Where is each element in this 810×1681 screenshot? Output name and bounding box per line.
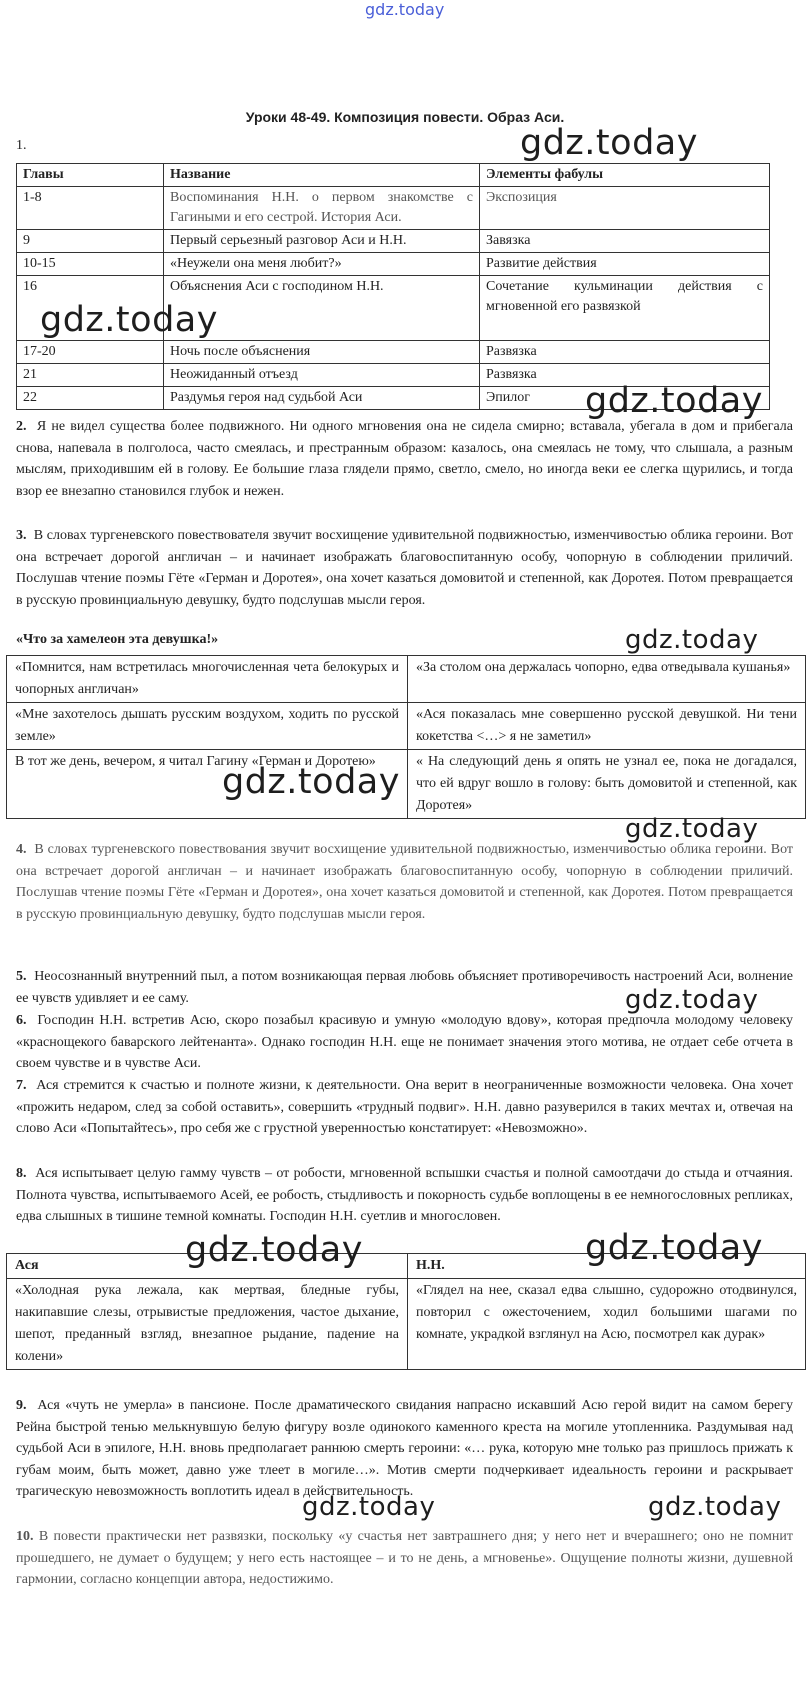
table-row bbox=[17, 230, 770, 253]
header-watermark: gdz.today bbox=[365, 0, 445, 19]
q4-paragraph bbox=[16, 839, 793, 925]
table-row bbox=[7, 750, 806, 819]
q6-text: Господин Н.Н. встретив Асю, скоро позабыл красивую и умную «молодую вдову», которая предпочла молодому человеку «краснощекого баварского лейтенанта». Однако господин Н.Н. еще не понимает значения этого мотива, не отдает себе отчета в своем чувстве и в чувстве Аси. bbox=[16, 1013, 793, 1072]
table-cell: «Неужели она меня любит?» bbox=[164, 253, 480, 276]
q8-number: 8. bbox=[16, 1166, 27, 1181]
q6-number: 6. bbox=[16, 1013, 27, 1028]
watermark: gdz.today bbox=[585, 381, 763, 421]
table-cell: Развязка bbox=[480, 341, 770, 364]
table-header-row bbox=[17, 164, 770, 187]
q3-paragraph bbox=[16, 525, 793, 611]
table-cell: Неожиданный отъезд bbox=[164, 364, 480, 387]
table-cell: «За столом она держалась чопорно, едва отведывала кушанья» bbox=[408, 656, 806, 703]
table-cell: «Ася показалась мне совершенно русской девушкой. Ни тени кокетства <…> я не заметил» bbox=[408, 703, 806, 750]
table-cell: 17-20 bbox=[17, 341, 164, 364]
table-cell: Ночь после объяснения bbox=[164, 341, 480, 364]
q7-paragraph bbox=[16, 1075, 793, 1140]
q3-text: В словах тургеневского повествователя звучит восхищение удивительной подвижностью, изменчивостью облика героини. Вот она встречает дорогой англичан – и начинает изображать благовоспитанную особу, чопорную в соблюдении приличий. Послушав чтение поэмы Гёте «Герман и Доротея», она хочет казаться домовитой и степенной, как Доротея. Потом превращается в русскую провинциальную девушку, будто подслушав мысли героя. bbox=[16, 528, 793, 608]
table-cell: Сочетание кульминации действия с мгновенной его развязкой bbox=[480, 276, 770, 341]
table-row bbox=[17, 187, 770, 230]
table-cell: Воспоминания Н.Н. о первом знакомстве с Гагиными и его сестрой. История Аси. bbox=[164, 187, 480, 230]
watermark: gdz.today bbox=[648, 1492, 782, 1522]
table-cell: Завязка bbox=[480, 230, 770, 253]
table-cell: В тот же день, вечером, я читал Гагину «Герман и Доротею» bbox=[7, 750, 408, 819]
watermark: gdz.today bbox=[222, 762, 400, 802]
q9-text: Ася «чуть не умерла» в пансионе. После драматического свидания напрасно искавший Асю герой видит на самом берегу Рейна быстрой тенью мелькнувшую белую фигуру возле одинокого каменного креста на могиле утопленника. Раздумывая над судьбой Аси в эпилоге, Н.Н. вновь предполагает раннюю смерть героини: «… рука, которую мне только раз пришлось прижать к губам моим, быть может, давно уже тлеет в могиле…». Мотив смерти подчеркивает идеальность героини и раскрывает трагическую невозможность воплотить идеал в действительность. bbox=[16, 1398, 794, 1500]
q9-number: 9. bbox=[16, 1398, 27, 1413]
watermark: gdz.today bbox=[625, 985, 759, 1015]
header-chapters: Главы bbox=[17, 164, 164, 187]
q2-text: Я не видел существа более подвижного. Ни одного мгновения она не сидела смирно; вставала, убегала в дом и прибегала снова, напевала в полголоса, часто смеялась, и престранным образом: казалось, она смеялась не тому, что слышала, а разным мыслям, приходившим ей в голову. Ее большие глаза глядели прямо, светло, смело, но иногда веки ее слегка щурились, и тогда взор ее внезапно становился глубок и нежен. bbox=[16, 419, 793, 499]
table-cell: Эпилог bbox=[480, 387, 770, 410]
q10-paragraph bbox=[16, 1526, 793, 1591]
table-cell: Экспозиция bbox=[480, 187, 770, 230]
q7-number: 7. bbox=[16, 1078, 27, 1093]
page-title: Уроки 48-49. Композиция повести. Образ Аси. bbox=[245, 109, 565, 125]
table-cell: «Мне захотелось дышать русским воздухом, ходить по русской земле» bbox=[7, 703, 408, 750]
watermark: gdz.today bbox=[625, 814, 759, 844]
q2-number: 2. bbox=[16, 419, 27, 434]
q2-paragraph bbox=[16, 416, 793, 502]
header-nn: Н.Н. bbox=[408, 1254, 806, 1279]
q8-paragraph bbox=[16, 1163, 793, 1228]
q8-text: Ася испытывает целую гамму чувств – от робости, мгновенной вспышки счастья и полной самоотдачи до стыда и отчаяния. Полнота чувства, испытываемого Асей, ее робость, стыдливость и покорность судьбе воплощены в ее немногословных репликах, едва слышных в тишине темной комнаты. Господин Н.Н. суетлив и многословен. bbox=[16, 1166, 794, 1225]
table-cell: «Холодная рука лежала, как мертвая, бледные губы, накипавшие слезы, отрывистые предложения, частое дыхание, шепот, преданный взгляд, внезапное рыдание, падение на колени» bbox=[7, 1279, 408, 1370]
q8-table bbox=[6, 1253, 806, 1370]
table-cell: 22 bbox=[17, 387, 164, 410]
table-cell: Первый серьезный разговор Аси и Н.Н. bbox=[164, 230, 480, 253]
watermark: gdz.today bbox=[302, 1492, 436, 1522]
table-cell: 9 bbox=[17, 230, 164, 253]
q6-paragraph bbox=[16, 1010, 793, 1075]
q5-number: 5. bbox=[16, 969, 27, 984]
table-row bbox=[7, 703, 806, 750]
q3-subtitle: «Что за хамелеон эта девушка!» bbox=[16, 632, 219, 647]
q5-text: Неосознанный внутренний пыл, а потом возникающая первая любовь объясняет противоречивость настроений Аси, волнение ее чувств удивляет и ее саму. bbox=[16, 969, 793, 1006]
q4-text: В словах тургеневского повествования звучит восхищение удивительной подвижностью, изменчивостью облика героини. Вот она встречает дорогой англичан – и начинает изображать благовоспитанную особу, чопорную в соблюдении приличий. Послушав чтение поэмы Гёте «Герман и Доротея», она хочет казаться домовитой и степенной, как Доротея. Потом превращается в русскую провинциальную девушку, будто подслушав мысли героя. bbox=[16, 842, 794, 922]
q1-number: 1. bbox=[16, 138, 27, 153]
table-cell: Развязка bbox=[480, 364, 770, 387]
q10-text: В повести практически нет развязки, поскольку «у счастья нет завтрашнего дня; у него нет и вчерашнего; оно не помнит прошедшего, не думает о будущем; у него есть настоящее – и то не день, а мгновенье». Ощущение полноты жизни, душевной гармонии, согласно концепции автора, недостижимо. bbox=[16, 1529, 794, 1588]
watermark: gdz.today bbox=[185, 1230, 363, 1270]
table-row bbox=[7, 1279, 806, 1370]
table-cell: « На следующий день я опять не узнал ее, пока не догадался, что ей вдруг вошло в голову: быть домовитой и степенной, как Доротея» bbox=[408, 750, 806, 819]
q3-table bbox=[6, 655, 806, 819]
q10-number: 10. bbox=[16, 1529, 34, 1544]
table-row bbox=[17, 341, 770, 364]
table-cell: «Помнится, нам встретилась многочисленная чета белокурых и чопорных англичан» bbox=[7, 656, 408, 703]
q1-table bbox=[16, 163, 770, 410]
q4-number: 4. bbox=[16, 842, 27, 857]
table-cell: 10-15 bbox=[17, 253, 164, 276]
table-cell: Развитие действия bbox=[480, 253, 770, 276]
table-cell: 21 bbox=[17, 364, 164, 387]
watermark: gdz.today bbox=[585, 1228, 763, 1268]
table-cell: 16 bbox=[17, 276, 164, 341]
q3-number: 3. bbox=[16, 528, 27, 543]
watermark: gdz.today bbox=[625, 625, 759, 655]
header-name: Название bbox=[164, 164, 480, 187]
watermark: gdz.today bbox=[520, 123, 698, 163]
table-cell: Раздумья героя над судьбой Аси bbox=[164, 387, 480, 410]
header-elements: Элементы фабулы bbox=[480, 164, 770, 187]
table-row bbox=[7, 656, 806, 703]
table-cell: Объяснения Аси с господином Н.Н. bbox=[164, 276, 480, 341]
watermark: gdz.today bbox=[40, 300, 218, 340]
table-row bbox=[17, 253, 770, 276]
table-cell: «Глядел на нее, сказал едва слышно, судорожно отодвинулся, повторил с ожесточением, ходил большими шагами по комнате, украдкой взглянул на Асю, посмотрел как дурак» bbox=[408, 1279, 806, 1370]
q9-paragraph bbox=[16, 1395, 793, 1503]
q7-text: Ася стремится к счастью и полноте жизни, к деятельности. Она верит в неограниченные возможности человека. Она хочет «прожить недаром, след за собой оставить», совершить «трудный подвиг». Н.Н. давно разуверился в таких мечтах и, отвечая на слово Аси «Попытайтесь», про себя же с грустной уверенностью констатирует: «Невозможно». bbox=[16, 1078, 793, 1137]
table-cell: 1-8 bbox=[17, 187, 164, 230]
header-asya: Ася bbox=[7, 1254, 408, 1279]
